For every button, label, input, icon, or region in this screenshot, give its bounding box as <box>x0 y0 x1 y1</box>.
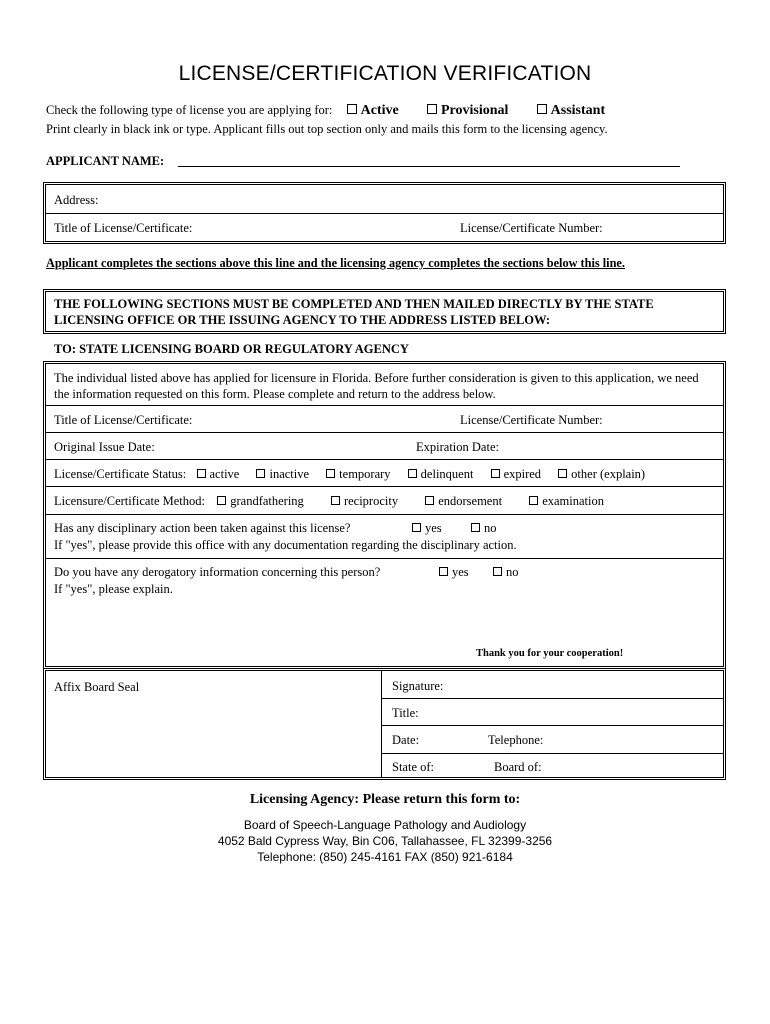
state-board-row[interactable] <box>382 754 723 777</box>
status-inactive[interactable]: inactive <box>256 467 309 482</box>
return-heading: Licensing Agency: Please return this form to: <box>249 792 521 807</box>
method-label: Licensure/Certificate Method: <box>54 494 205 508</box>
method-row <box>46 487 723 515</box>
notice-box <box>43 289 726 334</box>
return-address-line-1: Board of Speech-Language Pathology and Audiology <box>243 818 527 832</box>
checkbox-icon[interactable] <box>427 104 437 114</box>
thanks-note: Thank you for your cooperation! <box>476 648 624 659</box>
derogatory-followup: If "yes", please explain. <box>54 582 173 596</box>
state-label: State of: <box>392 760 435 774</box>
signature-fields <box>381 671 723 777</box>
issue-date-label: Original Issue Date: <box>54 440 155 454</box>
signature-label: Signature: <box>392 679 444 693</box>
derogatory-yes[interactable]: yes <box>439 565 469 580</box>
notice-text: THE FOLLOWING SECTIONS MUST BE COMPLETED AND THEN MAILED DIRECTLY BY THE STATE LICENSING OFFICE OR THE ISSUING AGENCY TO THE ADDRESS LISTED BELOW: <box>54 297 654 327</box>
disciplinary-yes[interactable]: yes <box>412 521 442 536</box>
telephone-label: Telephone: <box>488 733 544 747</box>
board-label: Board of: <box>494 760 542 774</box>
checkbox-icon[interactable] <box>347 104 357 114</box>
address-row[interactable] <box>46 185 723 214</box>
status-other[interactable]: other (explain) <box>558 467 645 482</box>
return-address-line-3: Telephone: (850) 245-4161 FAX (850) 921-6184 <box>257 850 513 864</box>
checkbox-icon[interactable] <box>471 523 480 532</box>
method-options <box>54 494 604 509</box>
expiration-date-label: Expiration Date: <box>416 440 499 454</box>
signer-title-row[interactable] <box>382 699 723 726</box>
status-options <box>54 467 645 482</box>
license-type-assistant[interactable]: Assistant <box>537 103 605 118</box>
agency-intro-text: The individual listed above has applied for licensure in Florida. Before further consideration is given to this application, we need the information requested on this form. Please complete and return to the address below. <box>54 371 699 401</box>
divider-note: Applicant completes the sections above this line and the licensing agency completes the sections below this line. <box>46 256 625 270</box>
status-label: License/Certificate Status: <box>54 467 187 481</box>
disciplinary-question: Has any disciplinary action been taken against this license? <box>54 521 351 535</box>
agency-license-title-row[interactable] <box>46 406 723 433</box>
status-active[interactable]: active <box>197 467 240 482</box>
to-heading: TO: STATE LICENSING BOARD OR REGULATORY AGENCY <box>54 342 409 356</box>
license-number-label: License/Certificate Number: <box>460 221 603 235</box>
derogatory-question: Do you have any derogatory information concerning this person? <box>54 565 381 579</box>
status-row <box>46 460 723 487</box>
disciplinary-row <box>46 515 723 559</box>
method-grandfathering[interactable]: grandfathering <box>217 494 304 509</box>
checkbox-icon[interactable] <box>408 469 417 478</box>
method-reciprocity[interactable]: reciprocity <box>331 494 398 509</box>
disciplinary-no[interactable]: no <box>471 521 497 536</box>
agency-intro-row <box>46 364 723 406</box>
applicant-info-box <box>43 182 726 244</box>
checkbox-icon[interactable] <box>529 496 538 505</box>
checkbox-icon[interactable] <box>256 469 265 478</box>
checkbox-icon[interactable] <box>217 496 226 505</box>
status-temporary[interactable]: temporary <box>326 467 390 482</box>
board-seal-label: Affix Board Seal <box>54 680 140 694</box>
address-label: Address: <box>54 193 99 207</box>
license-title-row[interactable] <box>46 214 723 241</box>
date-telephone-row[interactable] <box>382 726 723 754</box>
applicant-name-label: APPLICANT NAME: <box>46 154 165 168</box>
checkbox-icon[interactable] <box>558 469 567 478</box>
checkbox-icon[interactable] <box>412 523 421 532</box>
method-endorsement[interactable]: endorsement <box>425 494 502 509</box>
checkbox-icon[interactable] <box>493 567 502 576</box>
checkbox-icon[interactable] <box>331 496 340 505</box>
agency-section-box <box>43 361 726 669</box>
agency-license-title-label: Title of License/Certificate: <box>54 413 193 427</box>
checkbox-icon[interactable] <box>491 469 500 478</box>
derogatory-no[interactable]: no <box>493 565 519 580</box>
checkbox-icon[interactable] <box>326 469 335 478</box>
license-title-label: Title of License/Certificate: <box>54 221 193 235</box>
applicant-name-field[interactable] <box>178 166 680 167</box>
license-type-active[interactable]: Active <box>347 103 399 118</box>
checkbox-icon[interactable] <box>197 469 206 478</box>
license-type-line <box>46 103 605 119</box>
disciplinary-followup: If "yes", please provide this office with any documentation regarding the disciplinary action. <box>54 538 517 552</box>
date-label: Date: <box>392 733 420 747</box>
agency-license-number-label: License/Certificate Number: <box>460 413 603 427</box>
return-address-line-2: 4052 Bald Cypress Way, Bin C06, Tallahassee, FL 32399-3256 <box>217 834 553 848</box>
checkbox-icon[interactable] <box>425 496 434 505</box>
method-examination[interactable]: examination <box>529 494 604 509</box>
derogatory-row[interactable] <box>46 559 723 666</box>
signer-title-label: Title: <box>392 706 419 720</box>
checkbox-icon[interactable] <box>439 567 448 576</box>
dates-row[interactable] <box>46 433 723 460</box>
license-type-provisional[interactable]: Provisional <box>427 103 508 118</box>
license-type-prompt: Check the following type of license you are applying for: <box>46 103 333 117</box>
signature-box <box>43 668 726 780</box>
print-instructions: Print clearly in black ink or type. Applicant fills out top section only and mails this form to the licensing agency. <box>46 122 608 136</box>
signature-row[interactable] <box>382 671 723 699</box>
form-title: LICENSE/CERTIFICATION VERIFICATION <box>178 62 592 85</box>
checkbox-icon[interactable] <box>537 104 547 114</box>
status-delinquent[interactable]: delinquent <box>408 467 474 482</box>
status-expired[interactable]: expired <box>491 467 541 482</box>
